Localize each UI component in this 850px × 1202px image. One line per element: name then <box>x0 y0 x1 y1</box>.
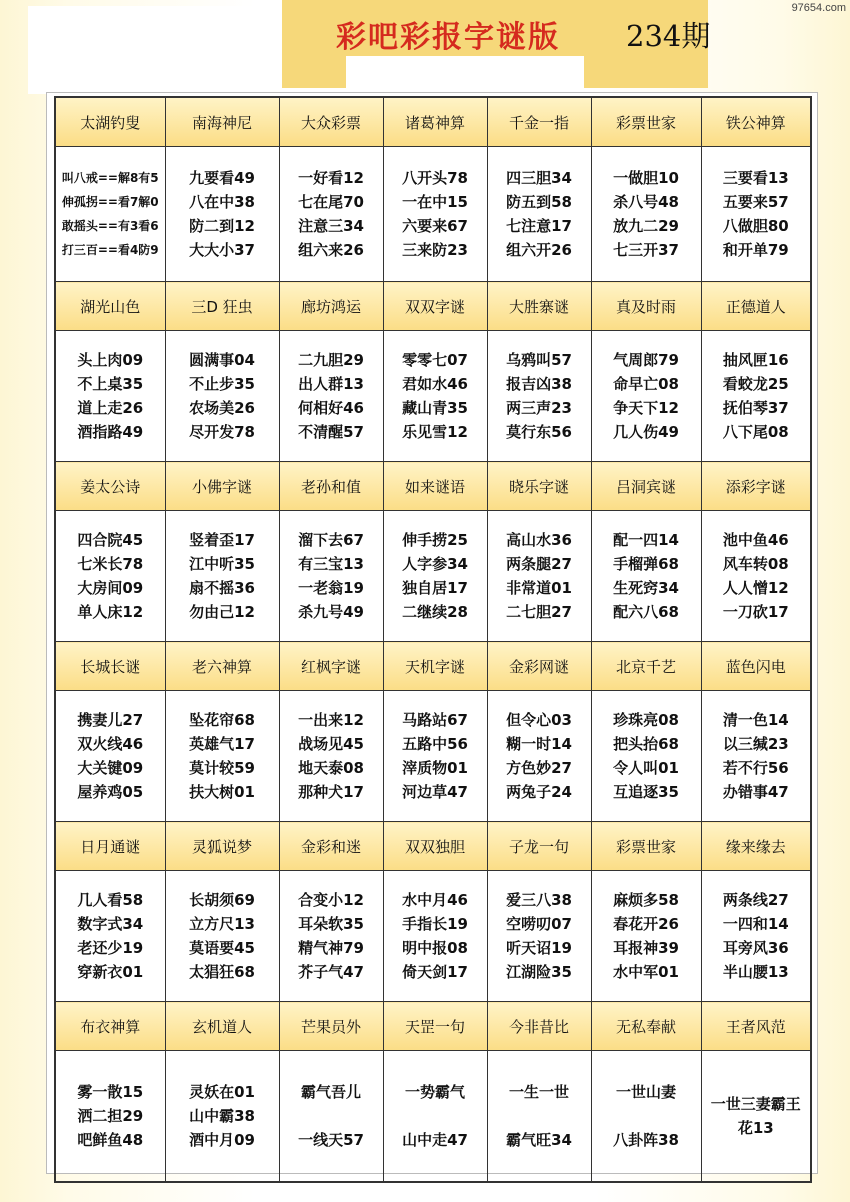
riddle-line: 耳旁风36 <box>722 939 789 957</box>
riddle-line: 明中报08 <box>402 939 468 957</box>
riddle-line: 雾一散15 <box>77 1083 144 1101</box>
riddle-line: 六要来67 <box>402 217 468 235</box>
riddle-line: 听天诏19 <box>506 939 572 957</box>
riddle-line: 山中走47 <box>402 1131 468 1149</box>
riddle-line: 灵妖在01 <box>189 1083 255 1101</box>
riddle-line: 令人叫01 <box>613 759 679 777</box>
riddle-line: 爱三八38 <box>506 891 572 909</box>
column-name: 北京千艺 <box>591 642 701 691</box>
column-name: 晓乐字谜 <box>487 462 591 511</box>
riddle-line: 莫行东56 <box>506 423 572 441</box>
riddle-line: 气周郎79 <box>613 351 679 369</box>
riddle-line: 酒指路49 <box>77 423 144 441</box>
riddle-line: 命早亡08 <box>613 375 679 393</box>
riddle-line: 以三缄23 <box>722 735 789 753</box>
riddle-line: 头上肉09 <box>77 351 144 369</box>
riddle-line: 七注意17 <box>506 217 572 235</box>
riddle-line: 农场美26 <box>189 399 255 417</box>
column-name: 缘来缘去 <box>701 822 811 871</box>
riddle-line: 人字参34 <box>402 555 468 573</box>
riddle-line: 酒中月09 <box>189 1131 255 1149</box>
riddle-line: 那种犬17 <box>298 783 364 801</box>
column-name: 姜太公诗 <box>55 462 165 511</box>
riddle-line: 杀八号48 <box>613 193 679 211</box>
riddle-line: 防二到12 <box>189 217 255 235</box>
riddle-cell <box>55 871 165 1002</box>
riddle-line: 出人群13 <box>298 375 364 393</box>
riddle-line: 二九胆29 <box>298 351 364 369</box>
riddle-cell <box>165 331 279 462</box>
riddle-line: 莫计较59 <box>189 759 255 777</box>
riddle-line: 道上走26 <box>77 399 144 417</box>
riddle-line: 吧鲜鱼48 <box>77 1131 144 1149</box>
riddle-line: 老还少19 <box>77 939 144 957</box>
column-name: 长城长谜 <box>55 642 165 691</box>
riddle-line: 一在中15 <box>402 193 468 211</box>
riddle-line: 耳朵软35 <box>298 915 364 933</box>
riddle-line: 五路中56 <box>402 735 468 753</box>
riddle-cell <box>279 871 383 1002</box>
riddle-line: 若不行56 <box>722 759 789 777</box>
column-name: 金彩和迷 <box>279 822 383 871</box>
riddle-cell <box>383 331 487 462</box>
riddle-line: 互追逐35 <box>613 783 679 801</box>
blank-line <box>488 1104 591 1128</box>
riddle-line: 四三胆34 <box>506 169 572 187</box>
riddle-cell <box>701 331 811 462</box>
name-row <box>55 1002 811 1051</box>
column-name: 真及时雨 <box>591 282 701 331</box>
riddle-line: 看蛟龙25 <box>722 375 789 393</box>
riddle-row <box>55 147 811 282</box>
riddle-line: 叫八戒==解8有5 <box>61 171 159 185</box>
column-name: 千金一指 <box>487 97 591 147</box>
riddle-cell <box>279 1051 383 1183</box>
riddle-cell <box>383 147 487 282</box>
riddle-line: 争天下12 <box>613 399 679 417</box>
riddle-line: 二继续28 <box>402 603 468 621</box>
riddle-line: 组六来26 <box>298 241 364 259</box>
riddle-row <box>55 331 811 462</box>
name-row <box>55 822 811 871</box>
column-name: 诸葛神算 <box>383 97 487 147</box>
riddle-line: 九要看49 <box>189 169 255 187</box>
riddle-line: 溜下去67 <box>298 531 364 549</box>
riddle-line: 独自居17 <box>402 579 468 597</box>
riddle-row <box>55 691 811 822</box>
name-row <box>55 97 811 147</box>
riddle-cell <box>701 871 811 1002</box>
riddle-line: 三要看13 <box>722 169 789 187</box>
riddle-line: 坠花帘68 <box>189 711 255 729</box>
riddle-line: 风车转08 <box>722 555 789 573</box>
page-title: 彩吧彩报字谜版 <box>336 20 560 55</box>
column-name: 天机字谜 <box>383 642 487 691</box>
riddle-line: 配六八68 <box>613 603 679 621</box>
riddle-line: 空唠叨07 <box>506 915 572 933</box>
riddle-line: 几人伤49 <box>613 423 679 441</box>
riddle-grid <box>54 96 812 1183</box>
riddle-line: 屋养鸡05 <box>77 783 144 801</box>
riddle-cell <box>591 1051 701 1183</box>
riddle-row <box>55 511 811 642</box>
riddle-line: 七三开37 <box>613 241 679 259</box>
riddle-cell <box>591 691 701 822</box>
column-name: 子龙一句 <box>487 822 591 871</box>
riddle-cell <box>55 511 165 642</box>
riddle-line: 七米长78 <box>77 555 144 573</box>
column-name: 蓝色闪电 <box>701 642 811 691</box>
issue-number: 234期 <box>626 19 711 53</box>
riddle-cell <box>383 871 487 1002</box>
riddle-line: 生死窍34 <box>613 579 679 597</box>
riddle-line: 八做胆80 <box>722 217 789 235</box>
riddle-line: 一势霸气 <box>404 1083 465 1101</box>
riddle-line: 两兔子24 <box>506 783 572 801</box>
riddle-line: 敢摇头==有3看6 <box>61 219 159 233</box>
riddle-line: 两条腿27 <box>506 555 572 573</box>
column-name: 大众彩票 <box>279 97 383 147</box>
column-name: 今非昔比 <box>487 1002 591 1051</box>
riddle-line: 精气神79 <box>298 939 364 957</box>
riddle-cell <box>591 511 701 642</box>
riddle-cell <box>591 147 701 282</box>
riddle-line: 一世三妻霸王花13 <box>710 1095 801 1137</box>
riddle-line: 零零七07 <box>402 351 468 369</box>
riddle-line: 一世山妻 <box>615 1083 676 1101</box>
name-row <box>55 462 811 511</box>
riddle-line: 大关键09 <box>77 759 144 777</box>
riddle-cell <box>165 871 279 1002</box>
riddle-cell <box>591 331 701 462</box>
column-name: 南海神尼 <box>165 97 279 147</box>
riddle-line: 方色妙27 <box>506 759 572 777</box>
blank-line <box>384 1104 487 1128</box>
riddle-line: 八在中38 <box>189 193 255 211</box>
riddle-line: 人人憎12 <box>722 579 789 597</box>
blank-line <box>592 1104 701 1128</box>
riddle-line: 地天泰08 <box>298 759 364 777</box>
riddle-line: 洒二担29 <box>77 1107 144 1125</box>
riddle-line: 一四和14 <box>722 915 789 933</box>
riddle-cell <box>55 147 165 282</box>
riddle-line: 乐见雪12 <box>402 423 468 441</box>
column-name: 金彩网谜 <box>487 642 591 691</box>
riddle-cell <box>487 331 591 462</box>
riddle-cell <box>165 1051 279 1183</box>
riddle-line: 半山腰13 <box>722 963 789 981</box>
riddle-line: 霸气吾儿 <box>300 1083 361 1101</box>
riddle-line: 穿新衣01 <box>77 963 144 981</box>
riddle-line: 立方尺13 <box>189 915 255 933</box>
riddle-line: 乌鸦叫57 <box>506 351 572 369</box>
column-name: 老孙和值 <box>279 462 383 511</box>
riddle-line: 一好看12 <box>298 169 364 187</box>
riddle-line: 霸气旺34 <box>506 1131 572 1149</box>
riddle-line: 一做胆10 <box>613 169 679 187</box>
column-name: 廊坊鸿运 <box>279 282 383 331</box>
riddle-cell <box>701 147 811 282</box>
riddle-line: 清一色14 <box>722 711 789 729</box>
riddle-line: 长胡须69 <box>189 891 255 909</box>
riddle-line: 藏山青35 <box>402 399 468 417</box>
riddle-line: 尽开发78 <box>189 423 255 441</box>
column-name: 添彩字谜 <box>701 462 811 511</box>
riddle-line: 八下尾08 <box>722 423 789 441</box>
riddle-cell <box>701 511 811 642</box>
riddle-line: 抚伯琴37 <box>722 399 789 417</box>
riddle-line: 防五到58 <box>506 193 572 211</box>
riddle-line: 和开单79 <box>722 241 789 259</box>
column-name: 彩票世家 <box>591 822 701 871</box>
riddle-line: 合变小12 <box>298 891 364 909</box>
column-name: 灵狐说梦 <box>165 822 279 871</box>
riddle-line: 不止步35 <box>189 375 255 393</box>
riddle-line: 双火线46 <box>77 735 144 753</box>
riddle-line: 五要来57 <box>722 193 789 211</box>
riddle-line: 高山水36 <box>506 531 572 549</box>
riddle-line: 一老翁19 <box>298 579 364 597</box>
riddle-line: 一生一世 <box>508 1083 569 1101</box>
riddle-line: 两三声23 <box>506 399 572 417</box>
riddle-line: 一刀砍17 <box>722 603 789 621</box>
column-name: 红枫字谜 <box>279 642 383 691</box>
riddle-line: 但令心03 <box>506 711 572 729</box>
riddle-cell <box>487 871 591 1002</box>
column-name: 双双独胆 <box>383 822 487 871</box>
column-name: 如来谜语 <box>383 462 487 511</box>
riddle-line: 大大小37 <box>189 241 255 259</box>
column-name: 大胜寨谜 <box>487 282 591 331</box>
riddle-line: 河边草47 <box>402 783 468 801</box>
column-name: 玄机道人 <box>165 1002 279 1051</box>
column-name: 芒果员外 <box>279 1002 383 1051</box>
header-blank-strip <box>346 56 584 92</box>
riddle-line: 伸孤拐==看7解0 <box>61 195 159 209</box>
column-name: 布衣神算 <box>55 1002 165 1051</box>
riddle-line: 水中月46 <box>402 891 468 909</box>
riddle-cell <box>279 511 383 642</box>
riddle-line: 水中军01 <box>613 963 679 981</box>
riddle-line: 何相好46 <box>298 399 364 417</box>
riddle-line: 江湖险35 <box>506 963 572 981</box>
column-name: 小佛字谜 <box>165 462 279 511</box>
name-row <box>55 642 811 691</box>
riddle-cell <box>165 147 279 282</box>
riddle-line: 抽风匣16 <box>722 351 789 369</box>
riddle-cell <box>55 331 165 462</box>
header-blank-left <box>28 6 282 94</box>
riddle-cell <box>487 691 591 822</box>
riddle-line: 圆满事04 <box>189 351 255 369</box>
riddle-cell <box>383 511 487 642</box>
blank-line <box>280 1104 383 1128</box>
riddle-cell <box>487 147 591 282</box>
column-name: 王者风范 <box>701 1002 811 1051</box>
riddle-line: 珍珠亮08 <box>613 711 679 729</box>
riddle-line: 耳报神39 <box>613 939 679 957</box>
riddle-line: 七在尾70 <box>298 193 364 211</box>
riddle-line: 竖着歪17 <box>189 531 255 549</box>
riddle-line: 英雄气17 <box>189 735 255 753</box>
riddle-line: 八开头78 <box>402 169 468 187</box>
riddle-line: 组六开26 <box>506 241 572 259</box>
riddle-line: 扶大树01 <box>189 783 255 801</box>
column-name: 彩票世家 <box>591 97 701 147</box>
riddle-line: 莫语要45 <box>189 939 255 957</box>
riddle-cell <box>279 331 383 462</box>
riddle-line: 八卦阵38 <box>613 1131 679 1149</box>
riddle-cell <box>487 1051 591 1183</box>
riddle-row <box>55 871 811 1002</box>
riddle-line: 战场见45 <box>298 735 364 753</box>
name-row <box>55 282 811 331</box>
column-name: 天罡一句 <box>383 1002 487 1051</box>
riddle-line: 手榴弹68 <box>613 555 679 573</box>
riddle-line: 太猖狂68 <box>189 963 255 981</box>
riddle-cell <box>55 1051 165 1183</box>
column-name: 双双字谜 <box>383 282 487 331</box>
riddle-cell <box>591 871 701 1002</box>
riddle-line: 报吉凶38 <box>506 375 572 393</box>
riddle-line: 两条线27 <box>722 891 789 909</box>
riddle-line: 马路站67 <box>402 711 468 729</box>
riddle-line: 一出来12 <box>298 711 364 729</box>
riddle-line: 糊一时14 <box>506 735 572 753</box>
riddle-line: 池中鱼46 <box>722 531 789 549</box>
site-watermark: 97654.com <box>791 2 846 14</box>
riddle-line: 有三宝13 <box>298 555 364 573</box>
riddle-line: 麻烦多58 <box>613 891 679 909</box>
riddle-line: 办错事47 <box>722 783 789 801</box>
riddle-line: 单人床12 <box>77 603 144 621</box>
riddle-cell <box>279 691 383 822</box>
riddle-line: 打三百==看4防9 <box>61 243 159 257</box>
column-name: 湖光山色 <box>55 282 165 331</box>
riddle-line: 江中听35 <box>189 555 255 573</box>
column-name: 铁公神算 <box>701 97 811 147</box>
column-name: 老六神算 <box>165 642 279 691</box>
riddle-cell <box>383 691 487 822</box>
column-name: 太湖钓叟 <box>55 97 165 147</box>
riddle-cell <box>165 511 279 642</box>
riddle-line: 杀九号49 <box>298 603 364 621</box>
riddle-row <box>55 1051 811 1183</box>
riddle-line: 数字式34 <box>77 915 144 933</box>
riddle-line: 不上桌35 <box>77 375 144 393</box>
riddle-line: 放九二29 <box>613 217 679 235</box>
riddle-cell <box>487 511 591 642</box>
riddle-line: 非常道01 <box>506 579 572 597</box>
riddle-line: 伸手捞25 <box>402 531 468 549</box>
column-name: 吕洞宾谜 <box>591 462 701 511</box>
riddle-line: 三来防23 <box>402 241 468 259</box>
riddle-line: 山中霸38 <box>189 1107 255 1125</box>
riddle-line: 春花开26 <box>613 915 679 933</box>
riddle-cell <box>165 691 279 822</box>
column-name: 无私奉献 <box>591 1002 701 1051</box>
column-name: 正德道人 <box>701 282 811 331</box>
riddle-line: 倚天剑17 <box>402 963 468 981</box>
riddle-line: 扇不摇36 <box>189 579 255 597</box>
riddle-line: 注意三34 <box>298 217 364 235</box>
riddle-line: 勿由己12 <box>189 603 255 621</box>
riddle-line: 配一四14 <box>613 531 679 549</box>
riddle-line: 几人看58 <box>77 891 144 909</box>
riddle-line: 君如水46 <box>402 375 468 393</box>
column-name: 日月通谜 <box>55 822 165 871</box>
riddle-cell <box>279 147 383 282</box>
riddle-line: 滓质物01 <box>402 759 468 777</box>
riddle-cell <box>701 1051 811 1183</box>
riddle-line: 手指长19 <box>402 915 468 933</box>
riddle-line: 不清醒57 <box>298 423 364 441</box>
riddle-line: 大房间09 <box>77 579 144 597</box>
riddle-line: 二七胆27 <box>506 603 572 621</box>
riddle-cell <box>701 691 811 822</box>
riddle-cell <box>383 1051 487 1183</box>
riddle-line: 把头抬68 <box>613 735 679 753</box>
riddle-cell <box>55 691 165 822</box>
riddle-line: 一线天57 <box>298 1131 364 1149</box>
column-name: 三D 狂虫 <box>165 282 279 331</box>
riddle-line: 芥子气47 <box>298 963 364 981</box>
riddle-line: 四合院45 <box>77 531 144 549</box>
riddle-line: 携妻儿27 <box>77 711 144 729</box>
